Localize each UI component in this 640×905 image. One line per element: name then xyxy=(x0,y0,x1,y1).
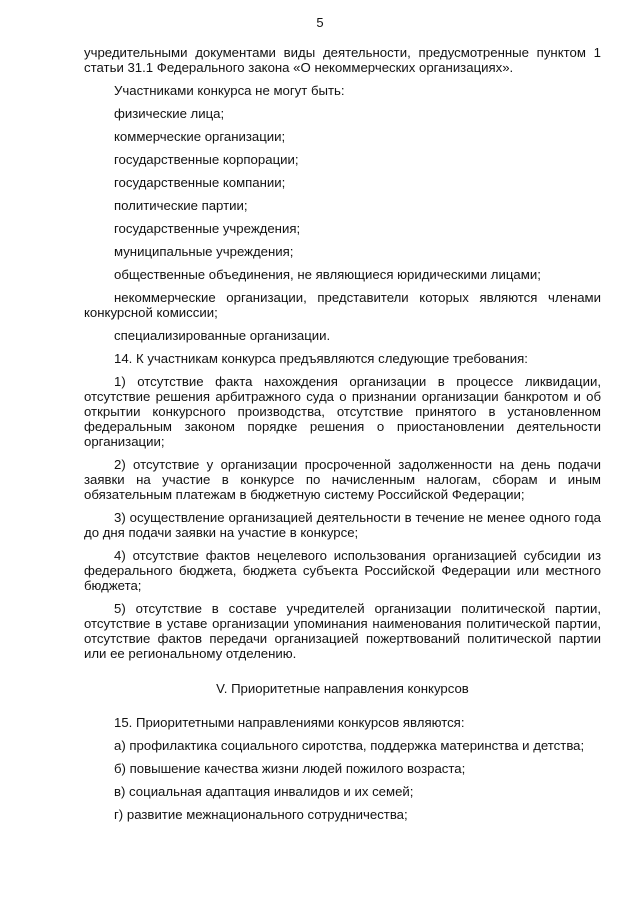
paragraph: государственные компании; xyxy=(114,175,286,190)
paragraph: государственные корпорации; xyxy=(114,152,299,167)
document-body xyxy=(84,45,601,830)
paragraph: а) профилактика социального сиротства, поддержка материнства и детства; xyxy=(114,738,585,753)
paragraph: учредительными документами виды деятельности, предусмотренные пунктом 1 статьи 31.1 Федерального закона «О некоммерческих организациях». xyxy=(84,45,601,75)
paragraph: Участниками конкурса не могут быть: xyxy=(114,83,345,98)
paragraph: государственные учреждения; xyxy=(114,221,301,236)
paragraph: б) повышение качества жизни людей пожилого возраста; xyxy=(114,761,466,776)
paragraph: 2) отсутствие у организации просроченной задолженности на день подачи заявки на участие в конкурсе по начисленным налогам, сборам и иным обязательным платежам в бюджетную систему Российской Федерации; xyxy=(84,457,601,502)
paragraph: 15. Приоритетными направлениями конкурсов являются: xyxy=(114,715,465,730)
paragraph: 3) осуществление организацией деятельности в течение не менее одного года до дня подачи заявки на участие в конкурсе; xyxy=(84,510,601,540)
paragraph: в) социальная адаптация инвалидов и их семей; xyxy=(114,784,414,799)
paragraph: 5) отсутствие в составе учредителей организации политической партии, отсутствие в уставе организации упоминания наименования политической партии, отсутствие фактов передачи организацией пожертвований политической партии или ее региональному отделению. xyxy=(84,601,601,661)
paragraph: 4) отсутствие фактов нецелевого использования организацией субсидии из федерального бюджета, бюджета субъекта Российской Федерации или местного бюджета; xyxy=(84,548,601,593)
paragraph: физические лица; xyxy=(114,106,225,121)
page-number: 5 xyxy=(316,15,324,30)
paragraph: 1) отсутствие факта нахождения организации в процессе ликвидации, отсутствие решения арбитражного суда о признании организации банкротом и об открытии конкурсного производства, отсутствие принятого в установленном федеральным законом порядке решения о приостановлении деятельности организации; xyxy=(84,374,601,449)
paragraph: г) развитие межнационального сотрудничества; xyxy=(114,807,408,822)
paragraph: коммерческие организации; xyxy=(114,129,286,144)
paragraph: муниципальные учреждения; xyxy=(114,244,294,259)
paragraph: общественные объединения, не являющиеся юридическими лицами; xyxy=(114,267,541,282)
section-heading: V. Приоритетные направления конкурсов xyxy=(216,681,469,696)
paragraph: некоммерческие организации, представители которых являются членами конкурсной комиссии; xyxy=(84,290,601,320)
paragraphs-before-heading xyxy=(84,45,601,661)
paragraph: политические партии; xyxy=(114,198,248,213)
paragraph: специализированные организации. xyxy=(114,328,331,343)
paragraph: 14. К участникам конкурса предъявляются следующие требования: xyxy=(114,351,528,366)
paragraphs-after-heading xyxy=(84,715,601,822)
